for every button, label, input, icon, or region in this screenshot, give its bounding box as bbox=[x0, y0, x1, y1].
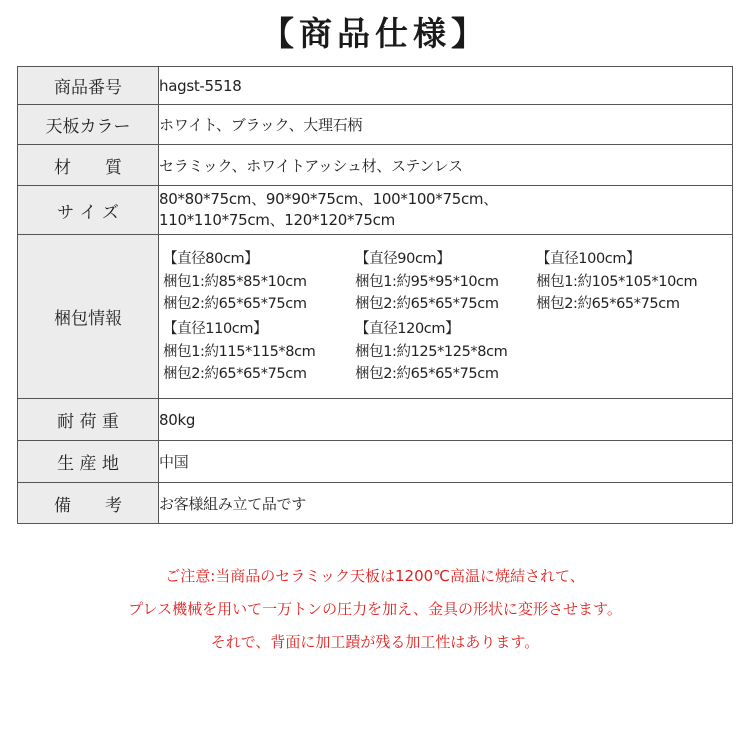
packing-box-1: 梱包1:約85*85*10cm bbox=[163, 274, 307, 290]
label-load: 耐 荷 重 bbox=[18, 399, 159, 441]
value-material: セラミック、ホワイトアッシュ材、ステンレス bbox=[159, 145, 733, 186]
label-top-color: 天板カラー bbox=[18, 105, 159, 145]
packing-box-2: 梱包2:約65*65*75cm bbox=[536, 296, 680, 312]
spec-row-origin bbox=[18, 441, 733, 483]
label-origin: 生 産 地 bbox=[18, 441, 159, 483]
spec-row-material bbox=[18, 145, 733, 186]
packing-group bbox=[536, 248, 697, 315]
packing-heading: 【直径120cm】 bbox=[355, 321, 460, 337]
packing-box-1: 梱包1:約105*105*10cm bbox=[536, 274, 698, 290]
spec-row-remarks bbox=[18, 483, 733, 524]
value-remarks: お客様組み立て品です bbox=[159, 483, 733, 524]
packing-box-2: 梱包2:約65*65*75cm bbox=[355, 296, 499, 312]
packing-group bbox=[355, 248, 536, 315]
value-load: 80kg bbox=[159, 399, 733, 441]
packing-heading: 【直径90cm】 bbox=[355, 251, 451, 267]
label-product-no: 商品番号 bbox=[18, 67, 159, 105]
spec-table bbox=[17, 66, 733, 524]
page-title: 【商品仕様】 bbox=[261, 14, 489, 53]
value-origin: 中国 bbox=[159, 441, 733, 483]
label-packing: 梱包情報 bbox=[18, 235, 159, 399]
value-top-color: ホワイト、ブラック、大理石柄 bbox=[159, 105, 733, 145]
notice-line-2: プレス機械を用いて一万トンの圧力を加え、金具の形状に変形させます。 bbox=[128, 600, 622, 618]
packing-heading: 【直径100cm】 bbox=[536, 251, 641, 267]
packing-group bbox=[163, 318, 355, 385]
label-remarks: 備 考 bbox=[18, 483, 159, 524]
size-line-2: 110*110*75cm、120*120*75cm bbox=[159, 211, 395, 229]
packing-heading: 【直径80cm】 bbox=[163, 251, 259, 267]
value-size bbox=[159, 186, 733, 235]
packing-group bbox=[355, 318, 507, 385]
value-packing bbox=[159, 235, 733, 399]
spec-row-load bbox=[18, 399, 733, 441]
packing-box-1: 梱包1:約125*125*8cm bbox=[355, 344, 508, 360]
spec-row-product-no bbox=[18, 67, 733, 105]
notice-line-1: ご注意:当商品のセラミック天板は1200℃高温に焼結されて、 bbox=[165, 567, 585, 585]
packing-box-1: 梱包1:約115*115*8cm bbox=[163, 344, 316, 360]
packing-box-2: 梱包2:約65*65*75cm bbox=[163, 366, 307, 382]
packing-box-1: 梱包1:約95*95*10cm bbox=[355, 274, 499, 290]
spec-row-size bbox=[18, 186, 733, 235]
spec-row-packing bbox=[18, 235, 733, 399]
notice bbox=[0, 560, 750, 659]
value-product-no: hagst-5518 bbox=[159, 67, 733, 105]
label-material: 材 質 bbox=[18, 145, 159, 186]
spec-row-top-color bbox=[18, 105, 733, 145]
size-line-1: 80*80*75cm、90*90*75cm、100*100*75cm、 bbox=[159, 190, 498, 208]
packing-row-2 bbox=[163, 318, 732, 385]
packing-row-1 bbox=[163, 248, 732, 315]
notice-line-3: それで、背面に加工蹟が残る加工性はあります。 bbox=[210, 633, 540, 651]
packing-box-2: 梱包2:約65*65*75cm bbox=[163, 296, 307, 312]
packing-group bbox=[163, 248, 355, 315]
packing-box-2: 梱包2:約65*65*75cm bbox=[355, 366, 499, 382]
label-size: サ イ ズ bbox=[18, 186, 159, 235]
packing-heading: 【直径110cm】 bbox=[163, 321, 268, 337]
